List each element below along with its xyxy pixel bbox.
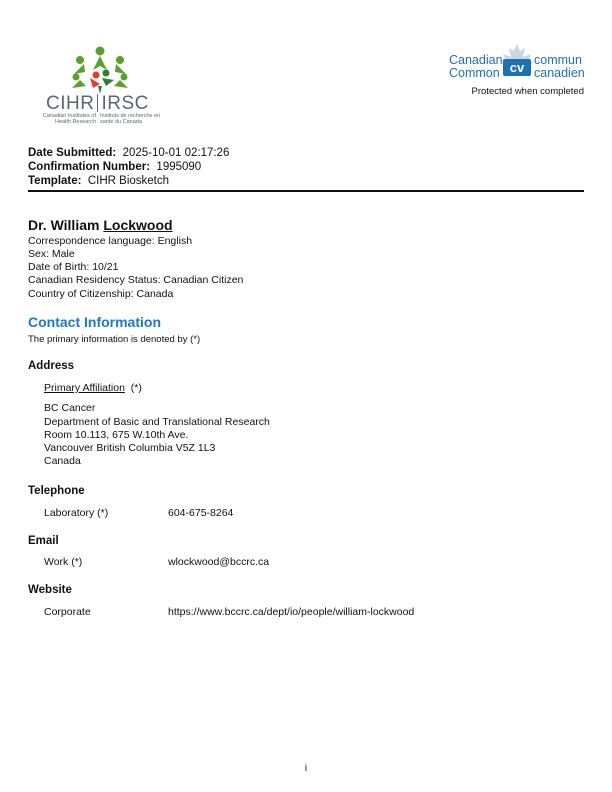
- sex: Sex: Male: [28, 248, 75, 260]
- person-surname: Lockwood: [103, 217, 173, 233]
- ccv-logo-en-line2: Common: [449, 66, 500, 80]
- person-name: [28, 217, 173, 233]
- address-type: [44, 382, 142, 394]
- website-url: https://www.bccrc.ca/dept/io/people/william-lockwood: [168, 606, 415, 618]
- address-primary-marker: (*): [130, 382, 142, 394]
- country-of-citizenship: Country of Citizenship: Canada: [28, 288, 174, 300]
- address-line: Room 10.113, 675 W.10th Ave.: [44, 429, 189, 441]
- ccv-logo-fr-line2: canadien: [534, 66, 585, 80]
- telephone-label: Laboratory (*): [44, 507, 109, 519]
- ccv-mark-text: cv: [509, 60, 525, 75]
- telephone-heading: Telephone: [28, 485, 85, 497]
- confirmation-number: [28, 161, 201, 173]
- cihr-subtitle-fr: Instituts de recherche en santé du Canada: [100, 113, 161, 125]
- date-submitted-label: Date Submitted:: [28, 147, 117, 159]
- email-value: wlockwood@bccrc.ca: [168, 556, 270, 568]
- primary-info-note: The primary information is denoted by (*): [28, 334, 201, 345]
- date-submitted-value: 2025-10-01 02:17:26: [122, 147, 230, 159]
- address-type-label: Primary Affiliation: [44, 382, 125, 394]
- person-name-prefix: Dr. William: [28, 217, 100, 233]
- cihr-wordmark-fr: IRSC: [101, 93, 149, 114]
- cihr-wordmark: [46, 93, 149, 115]
- cihr-subtitle-en: Canadian Institutes of Health Research: [42, 113, 96, 125]
- confirmation-number-label: Confirmation Number:: [28, 161, 151, 173]
- template: [28, 175, 169, 187]
- header-divider: [28, 190, 584, 192]
- email-heading: Email: [28, 535, 59, 547]
- date-submitted: [28, 147, 229, 159]
- residency-status: Canadian Residency Status: Canadian Citizen: [28, 274, 244, 286]
- wordmark-divider: [97, 94, 98, 112]
- website-label: Corporate: [44, 606, 91, 618]
- website-heading: Website: [28, 584, 72, 596]
- date-of-birth: Date of Birth: 10/21: [28, 261, 119, 273]
- ccv-logo-en-line1: Canadian: [449, 53, 503, 67]
- ccv-logo-fr-line1: commun: [534, 53, 582, 67]
- template-value: CIHR Biosketch: [87, 175, 170, 187]
- template-label: Template:: [28, 175, 82, 187]
- address-line: BC Cancer: [44, 402, 96, 414]
- address-line: Canada: [44, 455, 81, 467]
- telephone-value: 604-675-8264: [168, 507, 234, 519]
- cihr-wordmark-en: CIHR: [46, 93, 95, 114]
- contact-information-heading: Contact Information: [28, 314, 161, 330]
- confirmation-number-value: 1995090: [156, 161, 202, 173]
- page-number: i: [304, 763, 308, 774]
- correspondence-language: Correspondence language: English: [28, 235, 193, 247]
- address-line: Department of Basic and Translational Research: [44, 416, 270, 428]
- email-label: Work (*): [44, 556, 83, 568]
- ccv-maple-leaf-icon: [500, 42, 534, 82]
- maple-leaf-people-icon: [72, 47, 128, 95]
- address-line: Vancouver British Columbia V5Z 1L3: [44, 442, 216, 454]
- protected-notice: Protected when completed: [471, 86, 584, 97]
- address-heading: Address: [28, 360, 75, 372]
